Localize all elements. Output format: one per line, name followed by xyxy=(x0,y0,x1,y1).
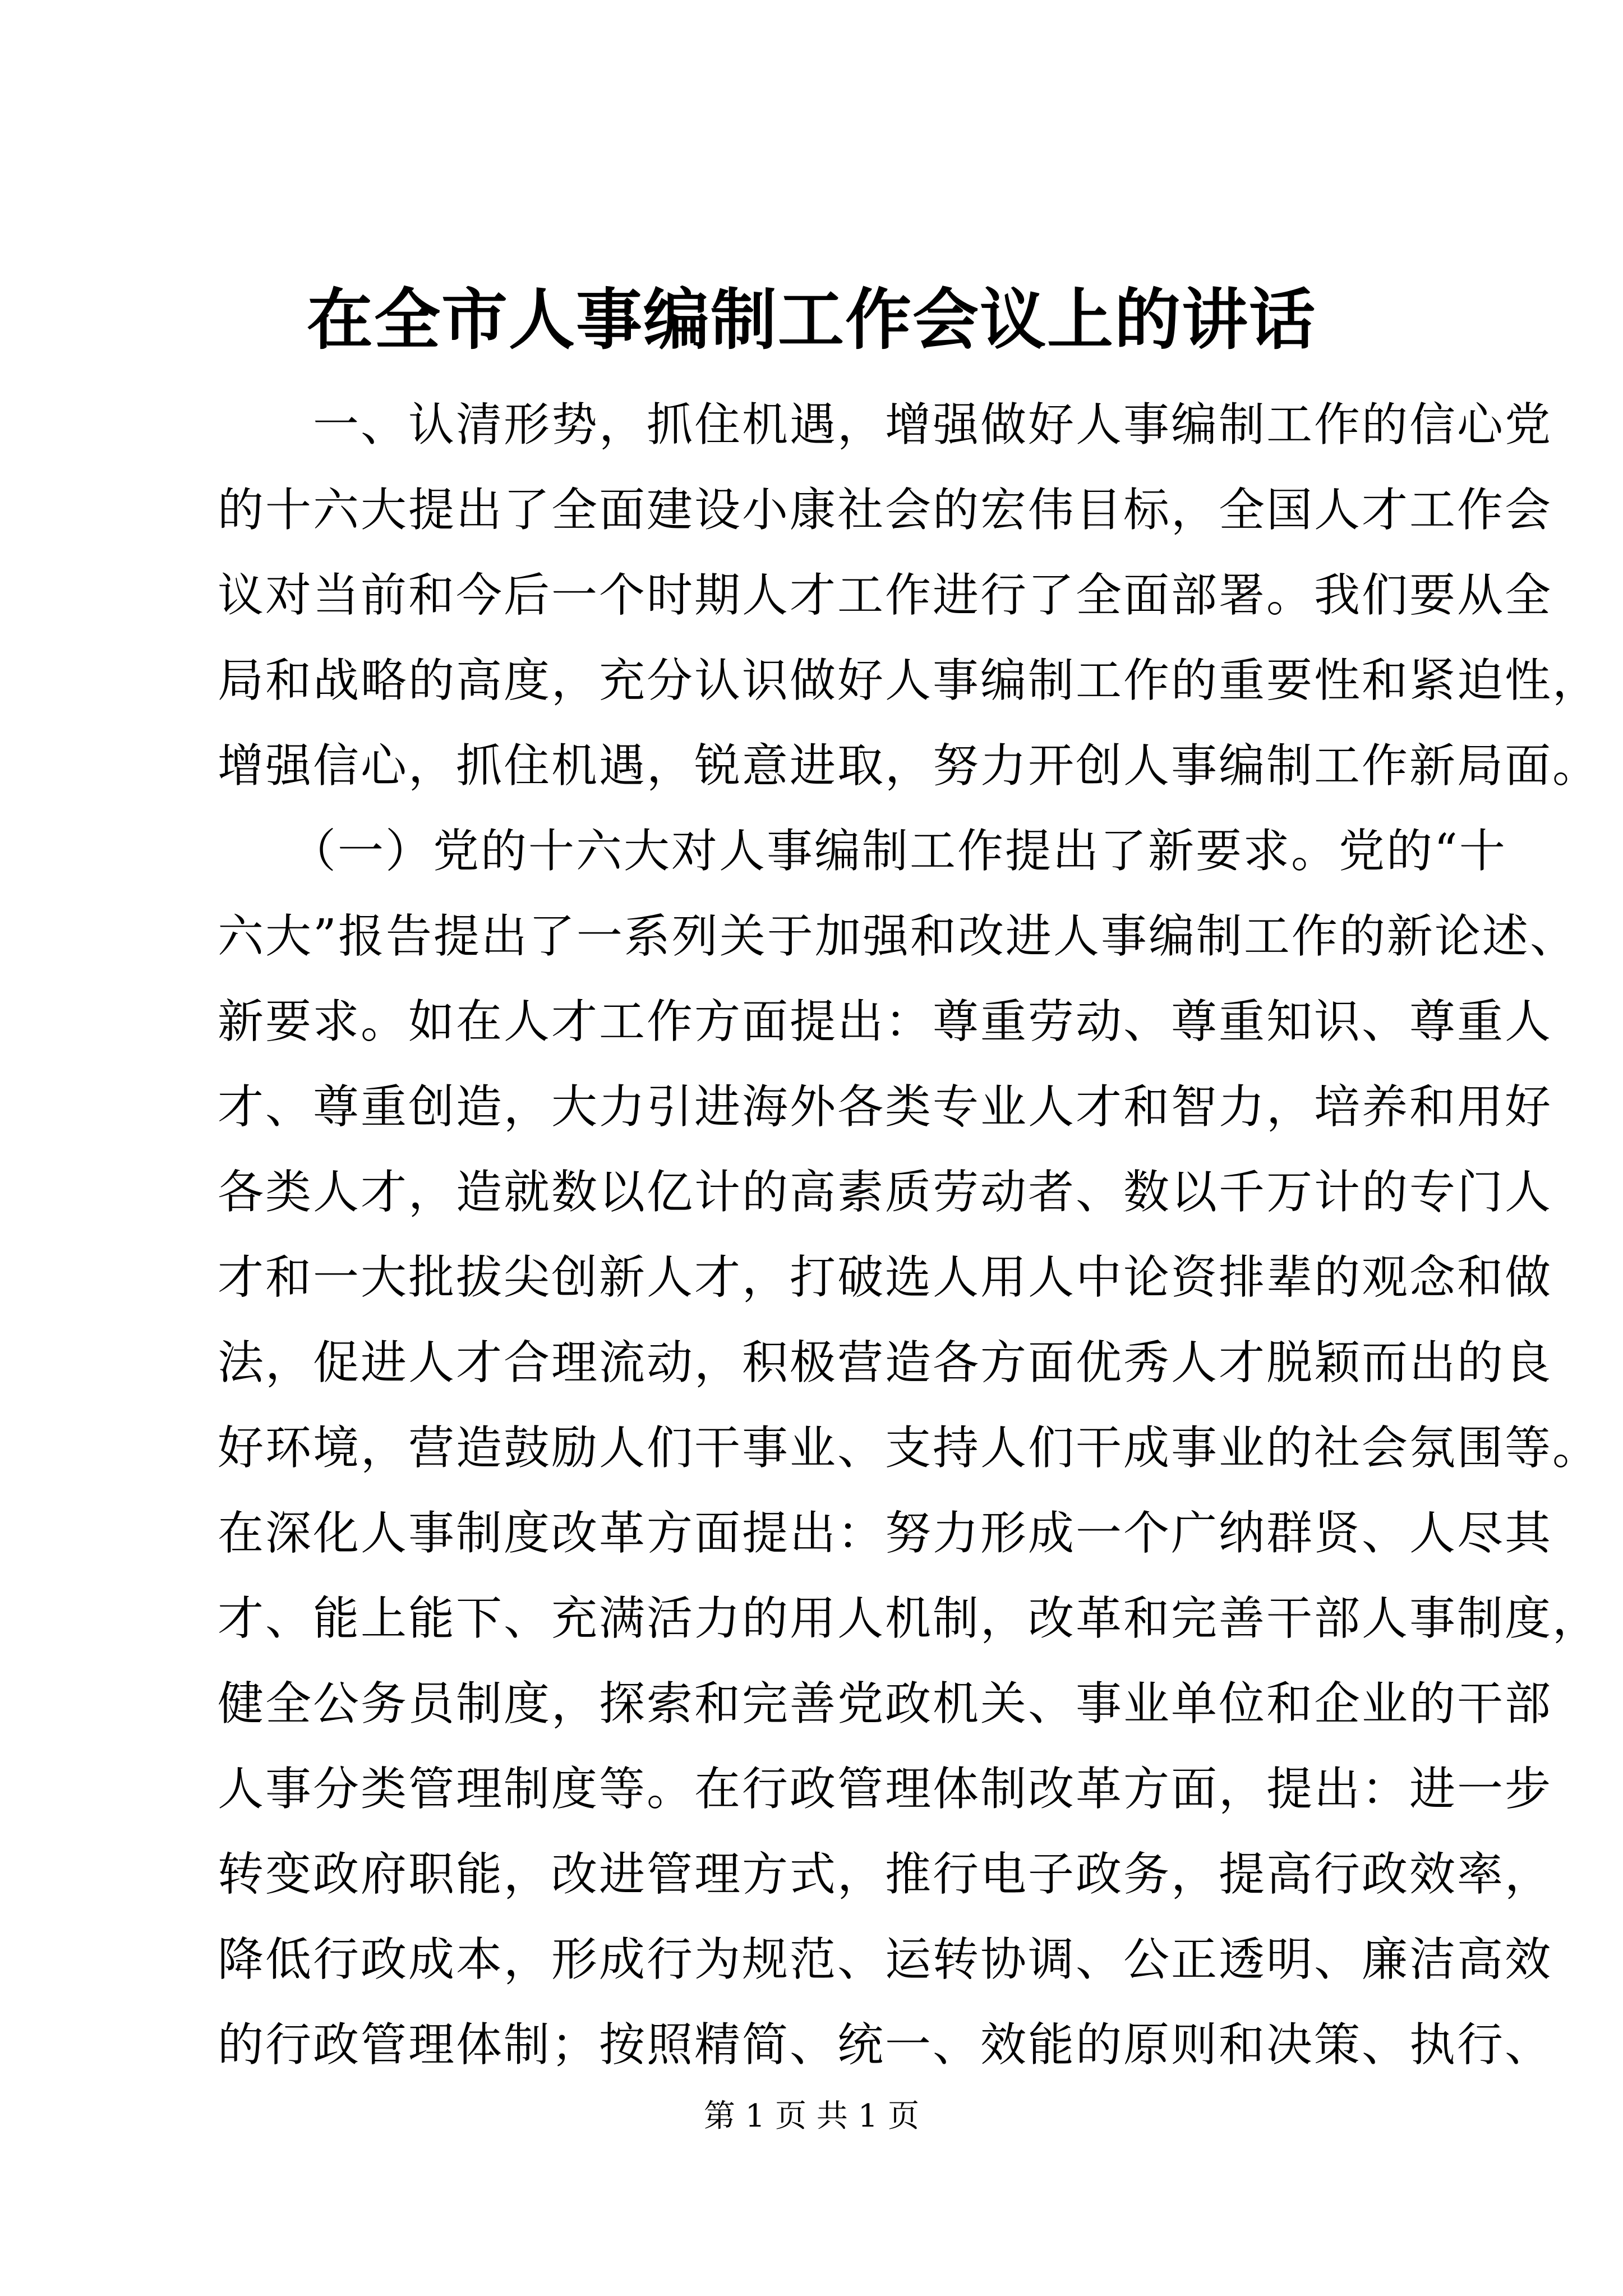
text-line: 六大”报告提出了一系列关于加强和改进人事编制工作的新论述、 xyxy=(218,910,1578,963)
text-line: （一）党的十六大对人事编制工作提出了新要求。党的“十 xyxy=(218,825,1507,878)
text-line: 才、尊重创造，大力引进海外各类专业人才和智力，培养和用好 xyxy=(218,1080,1553,1134)
text-line: 好环境，营造鼓励人们干事业、支持人们干成事业的社会氛围等。 xyxy=(218,1421,1601,1475)
text-line: 才和一大批拔尖创新人才，打破选人用人中论资排辈的观念和做 xyxy=(218,1251,1553,1304)
text-line: 议对当前和今后一个时期人才工作进行了全面部署。我们要从全 xyxy=(218,569,1553,622)
text-line: 的十六大提出了全面建设小康社会的宏伟目标，全国人才工作会 xyxy=(218,484,1553,537)
body-text xyxy=(218,383,1601,2088)
text-line: 的行政管理体制；按照精简、统一、效能的原则和决策、执行、 xyxy=(218,2018,1553,2072)
page-number-footer: 第 1 页 共 1 页 xyxy=(703,2098,920,2134)
text-line: 新要求。如在人才工作方面提出：尊重劳动、尊重知识、尊重人 xyxy=(218,995,1553,1048)
text-line: 在深化人事制度改革方面提出：努力形成一个广纳群贤、人尽其 xyxy=(218,1507,1553,1560)
text-line: 降低行政成本，形成行为规范、运转协调、公正透明、廉洁高效 xyxy=(218,1933,1553,1986)
text-line: 一、认清形势，抓住机遇，增强做好人事编制工作的信心党 xyxy=(218,398,1553,452)
text-line: 转变政府职能，改进管理方式，推行电子政务，提高行政效率， xyxy=(218,1848,1553,1901)
text-line: 局和战略的高度，充分认识做好人事编制工作的重要性和紧迫性， xyxy=(218,654,1601,707)
text-line: 人事分类管理制度等。在行政管理体制改革方面，提出：进一步 xyxy=(218,1763,1553,1816)
text-line: 健全公务员制度，探索和完善党政机关、事业单位和企业的干部 xyxy=(218,1677,1553,1731)
text-line: 增强信心，抓住机遇，锐意进取，努力开创人事编制工作新局面。 xyxy=(218,739,1601,793)
text-line: 法，促进人才合理流动，积极营造各方面优秀人才脱颖而出的良 xyxy=(218,1336,1553,1389)
text-line: 各类人才，造就数以亿计的高素质劳动者、数以千万计的专门人 xyxy=(218,1166,1553,1219)
text-line: 才、能上能下、充满活力的用人机制，改革和完善干部人事制度， xyxy=(218,1592,1601,1645)
document-title: 在全市人事编制工作会议上的讲话 xyxy=(306,280,1316,358)
